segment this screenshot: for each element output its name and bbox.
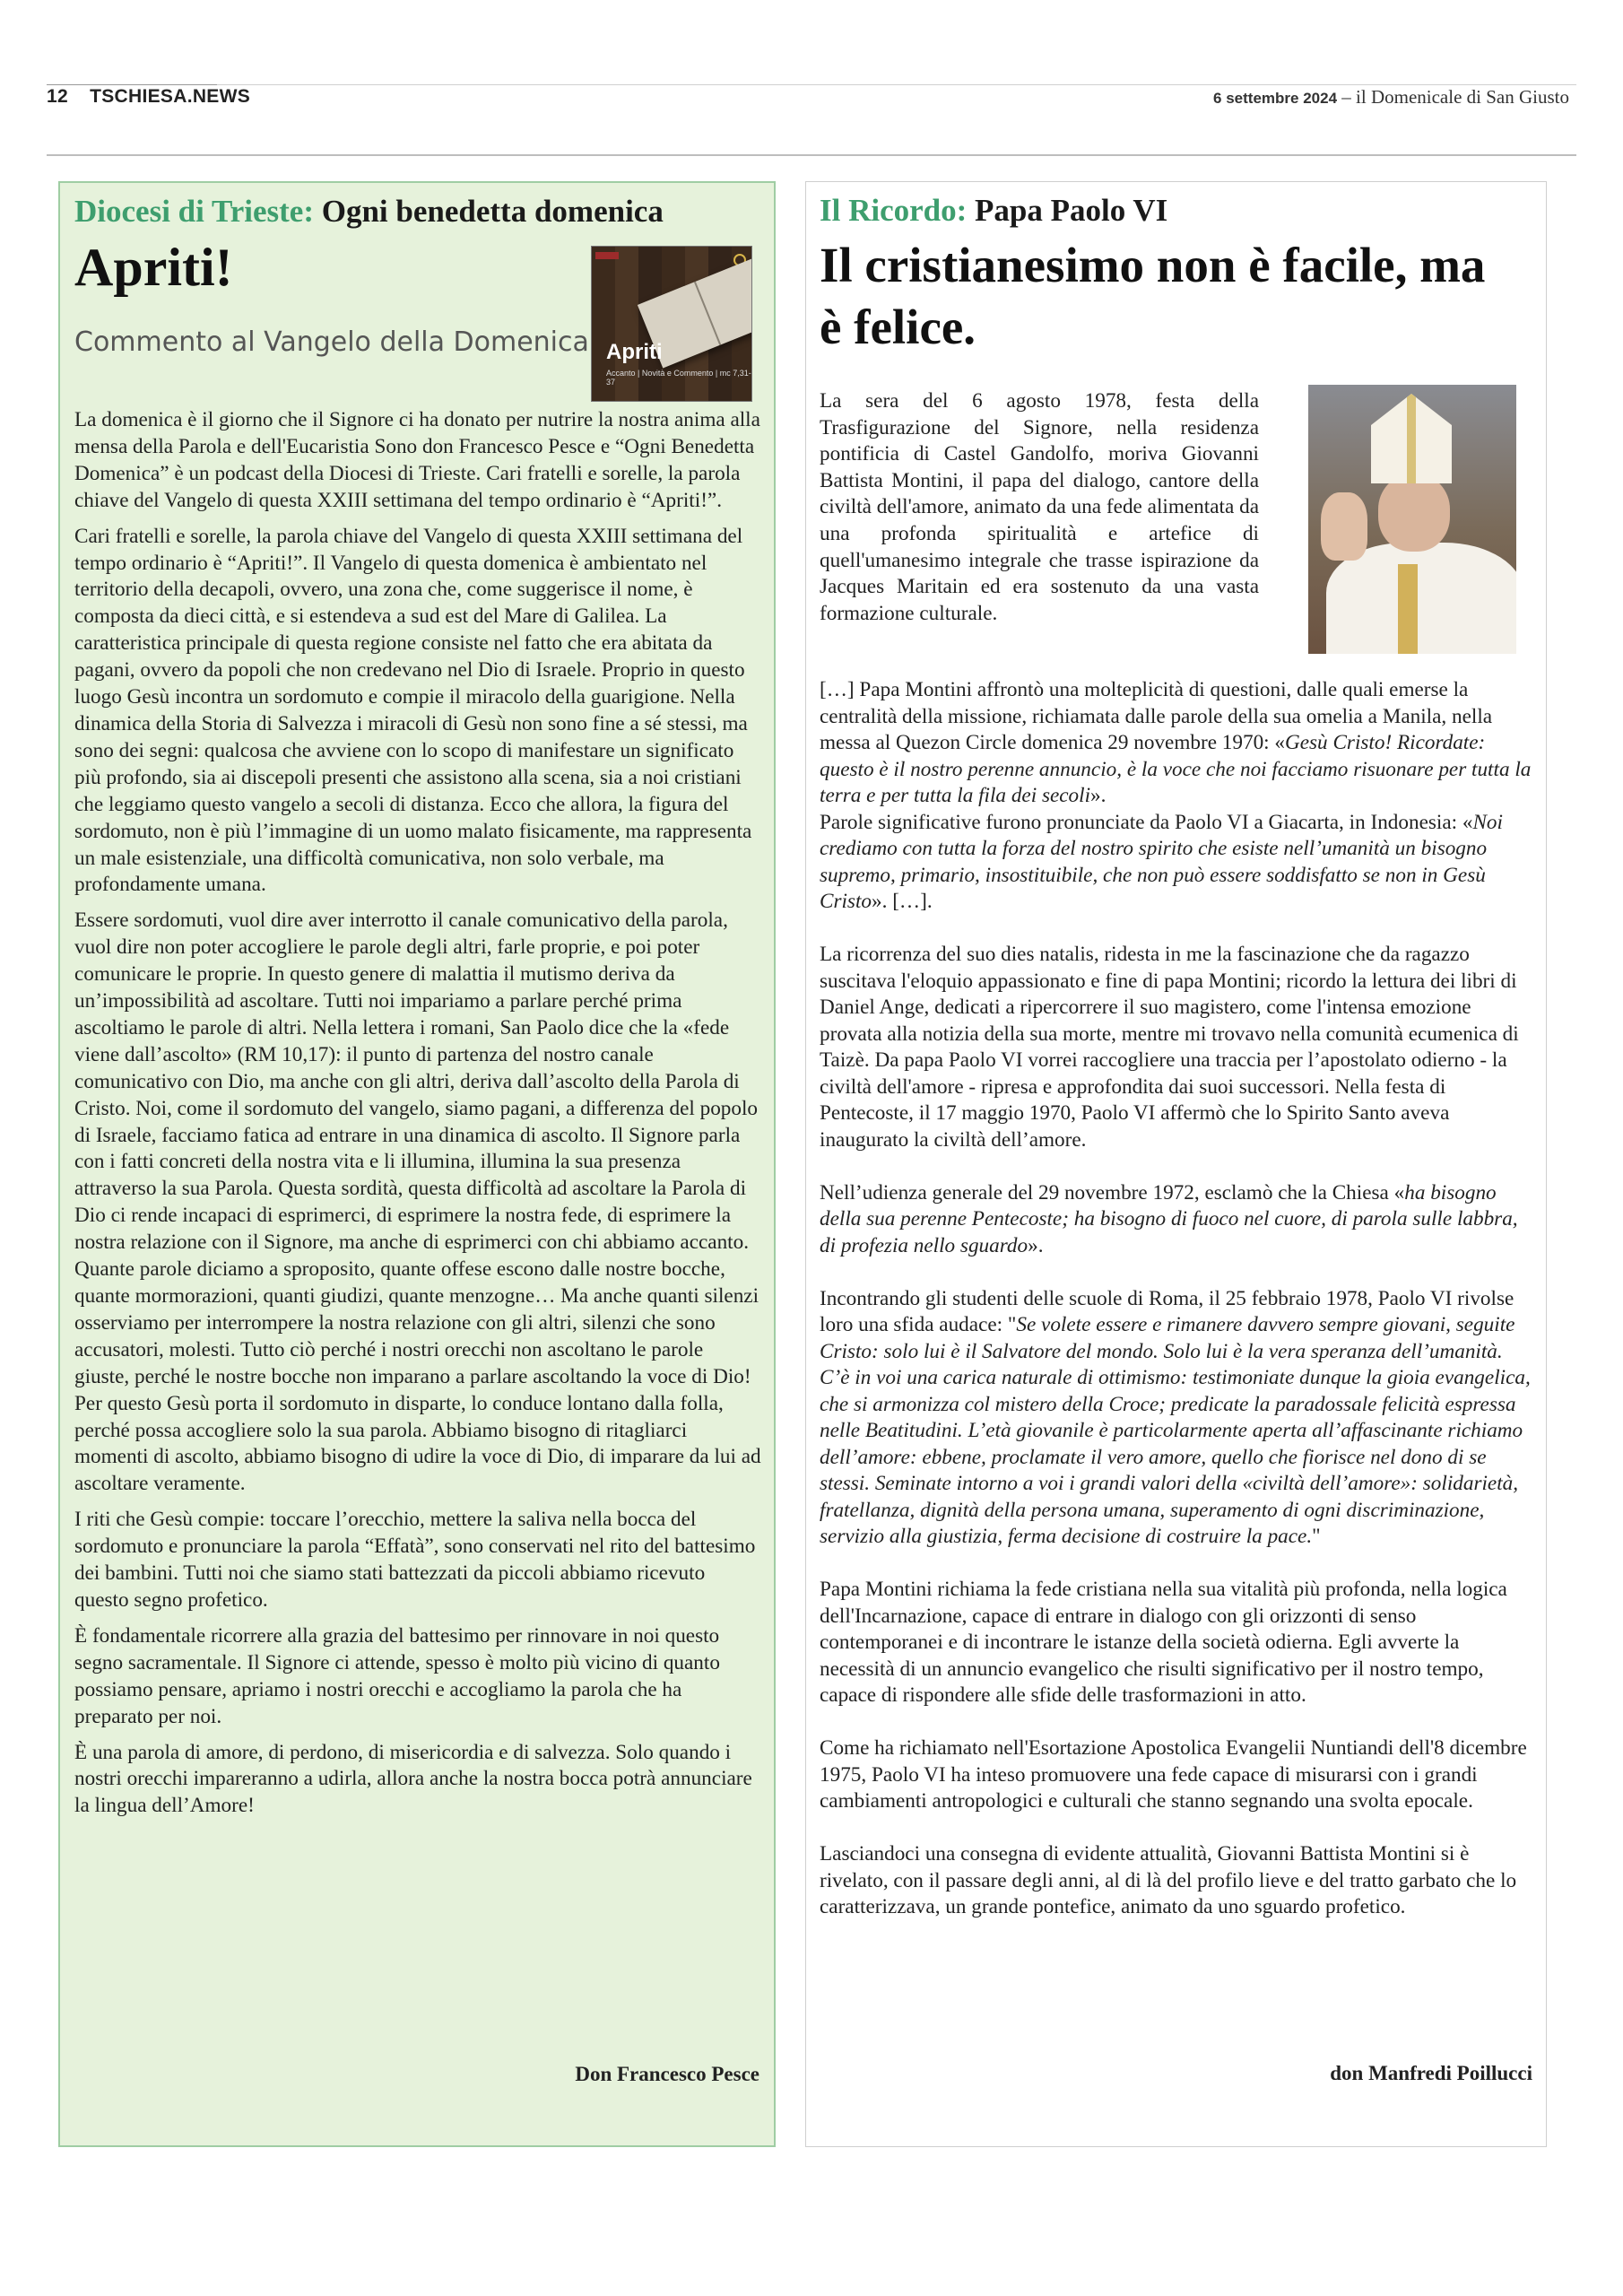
paragraph-text: "	[1312, 1525, 1321, 1548]
paragraph: La domenica è il giorno che il Signore ci ha donato per nutrire la nostra anima alla mensa della Parola e dell'Eucaristia Sono don Francesco Pesce e “Ogni Benedetta Domenica” è un podcast della Diocesi di Trieste. Cari fratelli e sorelle, la parola chiave del Vangelo di questa XXIII settimana del tempo ordinario è “Apriti!”.	[74, 408, 760, 512]
paragraph	[820, 677, 1535, 810]
left-kicker-label: Diocesi di Trieste:	[74, 194, 314, 229]
paragraph: La ricorrenza del suo dies natalis, ridesta in me la fascinazione che da ragazzo suscitava l'eloquio appassionato e fine di papa Montini; ricordo la lettura dei libri di Daniel Ange, dedicati a ripercorrere il suo magistero, come l'intensa emozione provata alla notizia della sua morte, mentre mi trovavo nella comunità ecumenica di Taizè. Da papa Paolo VI vorrei raccogliere una traccia per l’apostolato odierno - la civiltà dell'amore - ripresa e approfondita dai suoi successori. Nella festa di Pentecoste, il 17 maggio 1970, Paolo VI affermò che lo Spirito Santo aveva inaugurato la civiltà dell’amore.	[820, 943, 1519, 1152]
paragraph	[820, 810, 1535, 916]
photo-raised-hand	[1321, 492, 1367, 561]
left-article-signature: Don Francesco Pesce	[575, 2063, 759, 2085]
paragraph: Come ha richiamato nell'Esortazione Apostolica Evangelii Nuntiandi dell'8 dicembre 1975, Paolo VI ha inteso promuovere una fede capace di misurarsi con i grandi cambiamenti antropologici e culturali che stanno segnando una svolta epocale.	[820, 1736, 1527, 1813]
paragraph: È una parola di amore, di perdono, di misericordia e di salvezza. Solo quando i nostri orecchi impareranno a udirla, allora anche la nostra bocca potrà annunciare la lingua dell’Amore!	[74, 1740, 752, 1818]
header-top-rule	[47, 84, 217, 85]
pope-paul-vi-photo	[1308, 385, 1516, 654]
paragraph-text: Nell’udienza generale del 29 novembre 1972, esclamò che la Chiesa «	[820, 1180, 1405, 1205]
site-name: TSCHIESA.NEWS	[90, 86, 251, 107]
photo-face	[1378, 474, 1450, 552]
left-article-subtitle: Commento al Vangelo della Domenica	[74, 326, 589, 358]
right-kicker	[820, 193, 1167, 229]
paragraph-text: ».	[1028, 1233, 1044, 1257]
podcast-cover-title: Apriti	[606, 340, 663, 364]
podcast-cover-image	[591, 246, 752, 402]
paragraph: Cari fratelli e sorelle, la parola chiave del Vangelo di questa XXIII settimana del tempo ordinario è “Apriti!”. Il Vangelo di questa domenica è ambientato nel territorio della decapoli, ovvero, una zona che, come suggerisce il nome, è composta da dieci città, e si estendeva a sud est del Mare di Galilea. La caratteristica principale di questa regione consiste nel fatto che era abitata da pagani, ovvero da popoli che non credevano nel Dio di Israele. Proprio in questo luogo Gesù incontra un sordomuto e compie il miracolo della guarigione. Nella dinamica della Storia di Salvezza i miracoli di Gesù non sono fine a sé stessi, ma sono dei segni: qualcosa che avviene con lo scopo di manifestare un significato più profondo, sia ai discepoli presenti che assistono alla scena, sia a noi cristiani che leggiamo questo vangelo a secoli di distanza. Ecco che allora, la figura del sordomuto, non è più l’immagine di un uomo malato fisicamente, ma rappresenta un male esistenziale, una difficoltà comunicativa, non solo verbale, ma profondamente umana.	[74, 524, 752, 897]
left-kicker-title: Ogni benedetta domenica	[321, 194, 664, 229]
quote: Noi crediamo con tutta la forza del nostro spirito che esiste nell’umanità un bisogno supremo, primario, insostituibile, che non può essere soddisfatto se non in Gesù Cristo	[820, 810, 1503, 913]
right-article-body	[820, 677, 1535, 1921]
header-left	[47, 86, 250, 108]
paragraph	[820, 1286, 1535, 1551]
paragraph: Lasciandoci una consegna di evidente attualità, Giovanni Battista Montini si è rivelato, con il passare degli anni, al di là del profilo lieve e del tratto garbato che lo caratterizzava, un grande pontefice, animato da uno sguardo profetico.	[820, 1842, 1517, 1918]
quote: Gesù Cristo! Ricordate: questo è il nostro perenne annuncio, è la voce che noi facciamo risuonare per tutta la terra e per tutta la fila dei secoli	[820, 731, 1532, 807]
paragraph-text: ».	[1090, 784, 1107, 807]
right-article-title: Il cristianesimo non è facile, ma è felice.	[820, 238, 1486, 354]
podcast-badge	[595, 252, 619, 259]
photo-mitre	[1371, 394, 1452, 483]
quote: ha bisogno della sua perenne Pentecoste; ha bisogno di fuoco nel cuore, di parola sulle labbra, di profezia nello sguardo	[820, 1180, 1518, 1257]
header-top-rule-right	[217, 84, 1576, 85]
paragraph	[820, 1180, 1535, 1260]
left-kicker	[74, 194, 664, 230]
right-article-signature: don Manfredi Poillucci	[1330, 2062, 1532, 2084]
publication-name: – il Domenicale di San Giusto	[1341, 86, 1569, 108]
paragraph-text: Parole significative furono pronunciate da Paolo VI a Giacarta, in Indonesia: «	[820, 810, 1473, 834]
paragraph-text: […] Papa Montini affrontò una molteplicità di questioni, dalle quali emerse la centralità della missione, richiamata dalle parole della sua omelia a Manila, nella messa al Quezon Circle domenica 29 novembre 1970: «	[820, 678, 1493, 754]
left-article-title: Apriti!	[74, 238, 233, 297]
photo-pallium	[1398, 564, 1418, 654]
right-article	[805, 181, 1547, 2147]
quote: Se volete essere e rimanere davvero sempre giovani, seguite Cristo: solo lui è il Salvatore del mondo. Solo lui è la vera speranza dell’umanità. C’è in voi una carica naturale di ottimismo: testimoniate dunque la gioia evangelica, che si armonizza col mistero della Croce; predicate la paradossale felicità espressa nelle Beatitudini. L’età giovanile è particolarmente aperta all’affascinante richiamo dell’amore: ebbene, proclamate il vero amore, quello che fiorisce nel dono di se stessi. Seminate intorno a voi i grandi valori della «civiltà dell’amore»: solidarietà, fratellanza, dignità della persona umana, superamento di ogni discriminazione, servizio alla giustizia, ferma decisione di costruire la pace.	[820, 1313, 1531, 1548]
header-right	[1213, 86, 1569, 109]
header-bottom-rule	[47, 154, 1576, 156]
paragraph: Papa Montini richiama la fede cristiana nella sua vitalità più profonda, nella logica dell'Incarnazione, capace di entrare in dialogo con gli orizzonti di senso contemporanei e di incontrare le istanze della società odierna. Egli avverte la necessità di un annuncio evangelico che risulti significativo per il nostro tempo, capace di rispondere alle sfide delle trasformazioni in atto.	[820, 1578, 1507, 1707]
right-kicker-title: Papa Paolo VI	[975, 193, 1168, 228]
podcast-cover-subtitle: Accanto | Novità e Commento | mc 7,31-37	[606, 369, 751, 387]
paragraph: È fondamentale ricorrere alla grazia del battesimo per rinnovare in noi questo segno sacramentale. Il Signore ci attende, spesso è molto più vicino di quanto possiamo pensare, apriamo i nostri orecchi e accogliamo la parola che ha preparato per noi.	[74, 1623, 720, 1728]
paragraph: I riti che Gesù compie: toccare l’orecchio, mettere la saliva nella bocca del sordomuto e pronunciare la parola “Effatà”, sono conservati nel rito del battesimo dei bambini. Tutti noi che siamo stati battezzati da piccoli abbiamo ricevuto questo segno profetico.	[74, 1508, 756, 1612]
paragraph: Essere sordomuti, vuol dire aver interrotto il canale comunicativo della parola, vuol dire non poter accogliere le parole degli altri, farle proprie, e poi poter comunicare le proprie. In questo genere di malattia il mutismo deriva da un’impossibilità ad ascoltare. Tutti noi impariamo a parlare perché prima ascoltiamo le parole di altri. Nella lettera i romani, San Paolo dice che la «fede viene dall’ascolto» (RM 10,17): il punto di partenza del nostro canale comunicativo con Dio, ma anche con gli altri, deriva dall’ascolto della Parola di Cristo. Noi, come il sordomuto del vangelo, siamo pagani, a differenza del popolo di Israele, facciamo fatica ad entrare in una dinamica di ascolto. Il Signore parla con i fatti concreti della nostra vita e li illumina, illumina la sua presenza attraverso la sua Parola. Questa sordità, questa difficoltà ad ascoltare la Parola di Dio ci rende incapaci di esprimerci, di esprimere la nostra fede, di esprimere la nostra relazione con il Signore, ma anche di esprimerci con chi abbiamo accanto. Quante parole diciamo a sproposito, quante offese escono dalle nostre bocche, quante mormorazioni, quanti giudizi, quante menzogne… Ma anche quanti silenzi osserviamo per interrompere la nostra relazione con gli altri, silenzi che sono accusatori, molesti. Tutto ciò perché i nostri orecchi non ascoltano le parole giuste, perché le nostre bocche non imparano a parlare ascoltando la voce di Dio! Per questo Gesù porta il sordomuto in disparte, lo conduce lontano dalla folla, perché possa accogliere solo la sua parola. Abbiamo bisogno di ritagliarci momenti di ascolto, abbiamo bisogno di udire la voce di Dio, di imparare da lui ad ascoltare veramente.	[74, 909, 761, 1496]
paragraph-text: ». […].	[872, 890, 933, 913]
page-number: 12	[47, 86, 68, 107]
right-article-intro: La sera del 6 agosto 1978, festa della Trasfigurazione del Signore, nella residenza pontificia di Castel Gandolfo, moriva Giovanni Battista Montini, il papa del dialogo, cantore della civiltà dell'amore, animato da una fede alimentata da una profonda spiritualità e artefice di quell'umanesimo integrale che trasse ispirazione da Jacques Maritain ed era sostenuto da una vasta formazione culturale.	[820, 389, 1259, 625]
left-article-body	[74, 407, 761, 1829]
left-article	[58, 181, 776, 2147]
issue-date: 6 settembre 2024	[1213, 90, 1338, 107]
paragraph-text: Incontrando gli studenti delle scuole di Roma, il 25 febbraio 1978, Paolo VI rivolse loro una sfida audace: "	[820, 1286, 1515, 1336]
right-kicker-label: Il Ricordo:	[820, 193, 968, 228]
